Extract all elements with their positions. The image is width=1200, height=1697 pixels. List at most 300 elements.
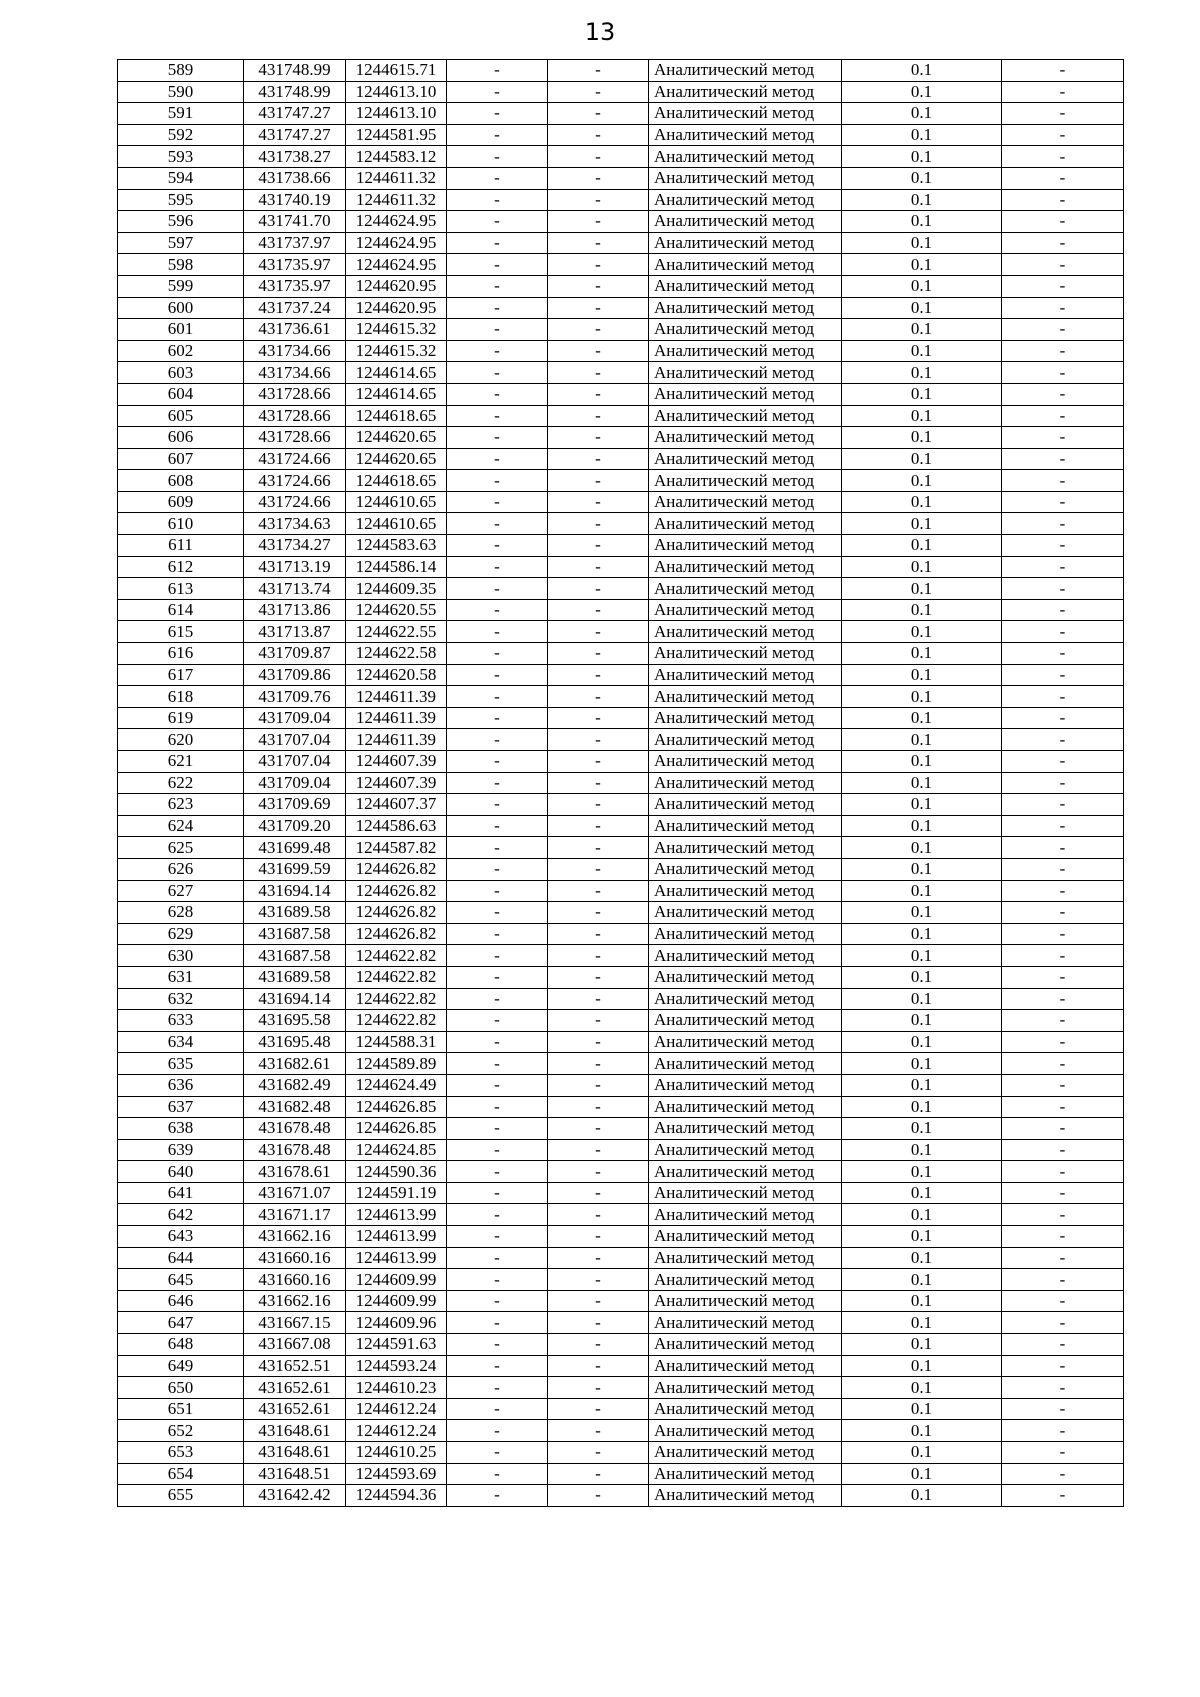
cell-c4: - <box>447 1204 548 1226</box>
cell-method: Аналитический метод <box>649 275 842 297</box>
cell-y: 1244622.55 <box>346 621 447 643</box>
table-row <box>118 707 1124 729</box>
cell-method: Аналитический метод <box>649 427 842 449</box>
cell-method: Аналитический метод <box>649 988 842 1010</box>
cell-x: 431728.66 <box>244 427 346 449</box>
cell-x: 431707.04 <box>244 751 346 773</box>
cell-c5: - <box>548 858 649 880</box>
cell-c4: - <box>447 707 548 729</box>
cell-num: 620 <box>118 729 244 751</box>
cell-x: 431694.14 <box>244 988 346 1010</box>
cell-c4: - <box>447 427 548 449</box>
cell-num: 648 <box>118 1334 244 1356</box>
cell-y: 1244593.69 <box>346 1463 447 1485</box>
cell-y: 1244614.65 <box>346 362 447 384</box>
cell-c8: - <box>1002 751 1124 773</box>
table-row <box>118 880 1124 902</box>
cell-c5: - <box>548 664 649 686</box>
cell-accuracy: 0.1 <box>842 405 1002 427</box>
cell-num: 601 <box>118 319 244 341</box>
cell-y: 1244613.99 <box>346 1226 447 1248</box>
cell-y: 1244587.82 <box>346 837 447 859</box>
cell-method: Аналитический метод <box>649 1442 842 1464</box>
cell-c8: - <box>1002 491 1124 513</box>
cell-y: 1244591.19 <box>346 1182 447 1204</box>
cell-c4: - <box>447 146 548 168</box>
cell-method: Аналитический метод <box>649 513 842 535</box>
cell-c4: - <box>447 1074 548 1096</box>
cell-c4: - <box>447 1226 548 1248</box>
cell-y: 1244611.39 <box>346 729 447 751</box>
cell-num: 631 <box>118 966 244 988</box>
table-row <box>118 988 1124 1010</box>
cell-x: 431713.19 <box>244 556 346 578</box>
cell-num: 625 <box>118 837 244 859</box>
table-row <box>118 297 1124 319</box>
cell-x: 431713.87 <box>244 621 346 643</box>
cell-c8: - <box>1002 427 1124 449</box>
cell-method: Аналитический метод <box>649 1053 842 1075</box>
cell-y: 1244620.95 <box>346 297 447 319</box>
cell-c4: - <box>447 1010 548 1032</box>
cell-c8: - <box>1002 664 1124 686</box>
cell-c8: - <box>1002 1010 1124 1032</box>
cell-num: 621 <box>118 751 244 773</box>
cell-c5: - <box>548 599 649 621</box>
cell-accuracy: 0.1 <box>842 1290 1002 1312</box>
cell-c5: - <box>548 1118 649 1140</box>
cell-c5: - <box>548 751 649 773</box>
cell-num: 627 <box>118 880 244 902</box>
table-row <box>118 189 1124 211</box>
cell-method: Аналитический метод <box>649 1031 842 1053</box>
cell-x: 431738.27 <box>244 146 346 168</box>
cell-c4: - <box>447 103 548 125</box>
cell-num: 633 <box>118 1010 244 1032</box>
cell-method: Аналитический метод <box>649 837 842 859</box>
table-row <box>118 1161 1124 1183</box>
table-row <box>118 1355 1124 1377</box>
cell-num: 653 <box>118 1442 244 1464</box>
cell-c8: - <box>1002 448 1124 470</box>
cell-method: Аналитический метод <box>649 1096 842 1118</box>
cell-num: 654 <box>118 1463 244 1485</box>
cell-x: 431695.48 <box>244 1031 346 1053</box>
cell-accuracy: 0.1 <box>842 1398 1002 1420</box>
cell-x: 431738.66 <box>244 167 346 189</box>
cell-x: 431689.58 <box>244 966 346 988</box>
cell-c4: - <box>447 1118 548 1140</box>
cell-y: 1244590.36 <box>346 1161 447 1183</box>
table-row <box>118 513 1124 535</box>
cell-x: 431724.66 <box>244 470 346 492</box>
table-row <box>118 362 1124 384</box>
cell-method: Аналитический метод <box>649 211 842 233</box>
cell-c5: - <box>548 1355 649 1377</box>
cell-num: 591 <box>118 103 244 125</box>
cell-y: 1244612.24 <box>346 1420 447 1442</box>
cell-y: 1244613.10 <box>346 81 447 103</box>
cell-c4: - <box>447 1290 548 1312</box>
cell-accuracy: 0.1 <box>842 1226 1002 1248</box>
cell-c4: - <box>447 81 548 103</box>
cell-c8: - <box>1002 297 1124 319</box>
cell-num: 626 <box>118 858 244 880</box>
cell-method: Аналитический метод <box>649 1139 842 1161</box>
table-row <box>118 1053 1124 1075</box>
cell-x: 431734.66 <box>244 340 346 362</box>
cell-y: 1244613.10 <box>346 103 447 125</box>
cell-y: 1244614.65 <box>346 383 447 405</box>
cell-c4: - <box>447 578 548 600</box>
cell-y: 1244611.39 <box>346 686 447 708</box>
table-row <box>118 275 1124 297</box>
cell-method: Аналитический метод <box>649 1398 842 1420</box>
table-row <box>118 1182 1124 1204</box>
cell-c8: - <box>1002 1398 1124 1420</box>
cell-c4: - <box>447 556 548 578</box>
table-row <box>118 1074 1124 1096</box>
cell-x: 431660.16 <box>244 1269 346 1291</box>
cell-c5: - <box>548 1010 649 1032</box>
cell-method: Аналитический метод <box>649 923 842 945</box>
cell-c4: - <box>447 448 548 470</box>
cell-y: 1244607.39 <box>346 772 447 794</box>
cell-accuracy: 0.1 <box>842 232 1002 254</box>
table-row <box>118 535 1124 557</box>
cell-c8: - <box>1002 1031 1124 1053</box>
cell-y: 1244618.65 <box>346 470 447 492</box>
cell-c4: - <box>447 1398 548 1420</box>
cell-c4: - <box>447 1334 548 1356</box>
cell-c8: - <box>1002 103 1124 125</box>
cell-c4: - <box>447 729 548 751</box>
cell-num: 634 <box>118 1031 244 1053</box>
cell-method: Аналитический метод <box>649 189 842 211</box>
cell-accuracy: 0.1 <box>842 254 1002 276</box>
table-row <box>118 1463 1124 1485</box>
cell-accuracy: 0.1 <box>842 664 1002 686</box>
cell-y: 1244615.32 <box>346 340 447 362</box>
cell-num: 605 <box>118 405 244 427</box>
cell-x: 431709.87 <box>244 643 346 665</box>
cell-num: 596 <box>118 211 244 233</box>
cell-x: 431660.16 <box>244 1247 346 1269</box>
cell-method: Аналитический метод <box>649 405 842 427</box>
cell-accuracy: 0.1 <box>842 1377 1002 1399</box>
cell-c4: - <box>447 189 548 211</box>
cell-c5: - <box>548 837 649 859</box>
cell-accuracy: 0.1 <box>842 966 1002 988</box>
table-row <box>118 1139 1124 1161</box>
cell-x: 431695.58 <box>244 1010 346 1032</box>
cell-c5: - <box>548 189 649 211</box>
cell-num: 608 <box>118 470 244 492</box>
cell-y: 1244586.14 <box>346 556 447 578</box>
cell-y: 1244615.71 <box>346 60 447 82</box>
cell-accuracy: 0.1 <box>842 1355 1002 1377</box>
cell-c5: - <box>548 254 649 276</box>
cell-c4: - <box>447 945 548 967</box>
table-row <box>118 1269 1124 1291</box>
cell-c5: - <box>548 1312 649 1334</box>
cell-c8: - <box>1002 556 1124 578</box>
cell-method: Аналитический метод <box>649 772 842 794</box>
cell-c8: - <box>1002 146 1124 168</box>
cell-c4: - <box>447 535 548 557</box>
cell-accuracy: 0.1 <box>842 707 1002 729</box>
table-row <box>118 1334 1124 1356</box>
cell-x: 431667.08 <box>244 1334 346 1356</box>
cell-method: Аналитический метод <box>649 621 842 643</box>
cell-accuracy: 0.1 <box>842 1161 1002 1183</box>
cell-c5: - <box>548 448 649 470</box>
cell-c4: - <box>447 60 548 82</box>
cell-c8: - <box>1002 1139 1124 1161</box>
table-row <box>118 686 1124 708</box>
cell-c4: - <box>447 405 548 427</box>
cell-num: 643 <box>118 1226 244 1248</box>
cell-num: 612 <box>118 556 244 578</box>
cell-num: 598 <box>118 254 244 276</box>
cell-c4: - <box>447 362 548 384</box>
cell-accuracy: 0.1 <box>842 1096 1002 1118</box>
cell-c8: - <box>1002 837 1124 859</box>
cell-c8: - <box>1002 232 1124 254</box>
cell-c4: - <box>447 643 548 665</box>
table-row <box>118 1290 1124 1312</box>
table-row <box>118 1312 1124 1334</box>
cell-c4: - <box>447 1161 548 1183</box>
cell-x: 431713.86 <box>244 599 346 621</box>
cell-accuracy: 0.1 <box>842 427 1002 449</box>
cell-accuracy: 0.1 <box>842 340 1002 362</box>
cell-y: 1244626.85 <box>346 1096 447 1118</box>
cell-num: 651 <box>118 1398 244 1420</box>
cell-c8: - <box>1002 1420 1124 1442</box>
cell-c4: - <box>447 1485 548 1507</box>
cell-c8: - <box>1002 275 1124 297</box>
cell-x: 431699.48 <box>244 837 346 859</box>
cell-y: 1244620.65 <box>346 448 447 470</box>
cell-y: 1244624.95 <box>346 254 447 276</box>
cell-x: 431678.48 <box>244 1118 346 1140</box>
cell-method: Аналитический метод <box>649 1463 842 1485</box>
cell-c8: - <box>1002 1290 1124 1312</box>
cell-c4: - <box>447 664 548 686</box>
cell-x: 431724.66 <box>244 448 346 470</box>
cell-c4: - <box>447 1096 548 1118</box>
cell-num: 632 <box>118 988 244 1010</box>
table-row <box>118 1247 1124 1269</box>
cell-x: 431671.17 <box>244 1204 346 1226</box>
cell-y: 1244626.82 <box>346 923 447 945</box>
cell-c5: - <box>548 1290 649 1312</box>
cell-accuracy: 0.1 <box>842 1139 1002 1161</box>
cell-method: Аналитический метод <box>649 599 842 621</box>
cell-c8: - <box>1002 966 1124 988</box>
cell-x: 431678.48 <box>244 1139 346 1161</box>
cell-accuracy: 0.1 <box>842 815 1002 837</box>
cell-y: 1244626.82 <box>346 880 447 902</box>
cell-y: 1244622.82 <box>346 966 447 988</box>
cell-c5: - <box>548 988 649 1010</box>
cell-c4: - <box>447 686 548 708</box>
cell-x: 431709.04 <box>244 707 346 729</box>
cell-num: 619 <box>118 707 244 729</box>
cell-c8: - <box>1002 470 1124 492</box>
cell-x: 431648.61 <box>244 1420 346 1442</box>
cell-c5: - <box>548 1247 649 1269</box>
cell-accuracy: 0.1 <box>842 923 1002 945</box>
cell-c4: - <box>447 319 548 341</box>
cell-y: 1244622.58 <box>346 643 447 665</box>
cell-c8: - <box>1002 167 1124 189</box>
table-row <box>118 1096 1124 1118</box>
cell-x: 431652.61 <box>244 1377 346 1399</box>
cell-x: 431699.59 <box>244 858 346 880</box>
cell-method: Аналитический метод <box>649 535 842 557</box>
cell-c4: - <box>447 340 548 362</box>
cell-num: 655 <box>118 1485 244 1507</box>
cell-accuracy: 0.1 <box>842 491 1002 513</box>
cell-num: 624 <box>118 815 244 837</box>
cell-c4: - <box>447 470 548 492</box>
cell-num: 609 <box>118 491 244 513</box>
cell-accuracy: 0.1 <box>842 470 1002 492</box>
cell-c5: - <box>548 945 649 967</box>
cell-c5: - <box>548 275 649 297</box>
table-row <box>118 945 1124 967</box>
cell-num: 604 <box>118 383 244 405</box>
cell-num: 617 <box>118 664 244 686</box>
table-row <box>118 858 1124 880</box>
table-row <box>118 383 1124 405</box>
cell-method: Аналитический метод <box>649 319 842 341</box>
cell-c8: - <box>1002 383 1124 405</box>
cell-y: 1244610.65 <box>346 491 447 513</box>
cell-c5: - <box>548 707 649 729</box>
cell-c8: - <box>1002 599 1124 621</box>
cell-x: 431724.66 <box>244 491 346 513</box>
table-row <box>118 751 1124 773</box>
cell-accuracy: 0.1 <box>842 772 1002 794</box>
cell-c8: - <box>1002 643 1124 665</box>
cell-x: 431741.70 <box>244 211 346 233</box>
cell-num: 603 <box>118 362 244 384</box>
cell-accuracy: 0.1 <box>842 794 1002 816</box>
cell-num: 616 <box>118 643 244 665</box>
cell-c5: - <box>548 405 649 427</box>
cell-accuracy: 0.1 <box>842 858 1002 880</box>
cell-num: 629 <box>118 923 244 945</box>
cell-c8: - <box>1002 81 1124 103</box>
cell-c4: - <box>447 254 548 276</box>
cell-accuracy: 0.1 <box>842 1010 1002 1032</box>
cell-accuracy: 0.1 <box>842 103 1002 125</box>
cell-c8: - <box>1002 794 1124 816</box>
cell-x: 431709.76 <box>244 686 346 708</box>
cell-accuracy: 0.1 <box>842 1312 1002 1334</box>
cell-c4: - <box>447 297 548 319</box>
cell-num: 650 <box>118 1377 244 1399</box>
table-row <box>118 319 1124 341</box>
table-row <box>118 1420 1124 1442</box>
cell-method: Аналитический метод <box>649 340 842 362</box>
table-row <box>118 923 1124 945</box>
cell-method: Аналитический метод <box>649 815 842 837</box>
cell-accuracy: 0.1 <box>842 1053 1002 1075</box>
cell-c4: - <box>447 1182 548 1204</box>
cell-c8: - <box>1002 1355 1124 1377</box>
table-row <box>118 794 1124 816</box>
cell-y: 1244626.82 <box>346 902 447 924</box>
cell-c4: - <box>447 1377 548 1399</box>
table-body <box>118 60 1124 1507</box>
cell-c5: - <box>548 232 649 254</box>
cell-c5: - <box>548 686 649 708</box>
cell-c5: - <box>548 643 649 665</box>
cell-c5: - <box>548 1398 649 1420</box>
cell-accuracy: 0.1 <box>842 319 1002 341</box>
cell-method: Аналитический метод <box>649 945 842 967</box>
cell-c4: - <box>447 621 548 643</box>
table-row <box>118 599 1124 621</box>
cell-method: Аналитический метод <box>649 60 842 82</box>
cell-num: 613 <box>118 578 244 600</box>
table-row <box>118 491 1124 513</box>
cell-accuracy: 0.1 <box>842 211 1002 233</box>
cell-c4: - <box>447 751 548 773</box>
cell-x: 431707.04 <box>244 729 346 751</box>
cell-x: 431734.66 <box>244 362 346 384</box>
cell-y: 1244620.58 <box>346 664 447 686</box>
cell-c5: - <box>548 966 649 988</box>
cell-c5: - <box>548 1031 649 1053</box>
cell-method: Аналитический метод <box>649 664 842 686</box>
cell-accuracy: 0.1 <box>842 535 1002 557</box>
cell-y: 1244622.82 <box>346 988 447 1010</box>
table-row <box>118 1031 1124 1053</box>
cell-x: 431689.58 <box>244 902 346 924</box>
cell-num: 595 <box>118 189 244 211</box>
page-number: 13 <box>584 18 616 46</box>
cell-y: 1244624.95 <box>346 232 447 254</box>
cell-method: Аналитический метод <box>649 1334 842 1356</box>
cell-num: 645 <box>118 1269 244 1291</box>
cell-method: Аналитический метод <box>649 686 842 708</box>
cell-x: 431747.27 <box>244 124 346 146</box>
cell-c8: - <box>1002 1442 1124 1464</box>
cell-c8: - <box>1002 1161 1124 1183</box>
cell-num: 599 <box>118 275 244 297</box>
cell-accuracy: 0.1 <box>842 556 1002 578</box>
cell-c4: - <box>447 966 548 988</box>
cell-accuracy: 0.1 <box>842 837 1002 859</box>
cell-num: 589 <box>118 60 244 82</box>
cell-c5: - <box>548 427 649 449</box>
cell-method: Аналитический метод <box>649 297 842 319</box>
cell-c4: - <box>447 211 548 233</box>
cell-c8: - <box>1002 815 1124 837</box>
cell-method: Аналитический метод <box>649 1247 842 1269</box>
cell-c5: - <box>548 340 649 362</box>
cell-c8: - <box>1002 1053 1124 1075</box>
cell-method: Аналитический метод <box>649 643 842 665</box>
cell-x: 431648.61 <box>244 1442 346 1464</box>
cell-y: 1244594.36 <box>346 1485 447 1507</box>
cell-c4: - <box>447 902 548 924</box>
